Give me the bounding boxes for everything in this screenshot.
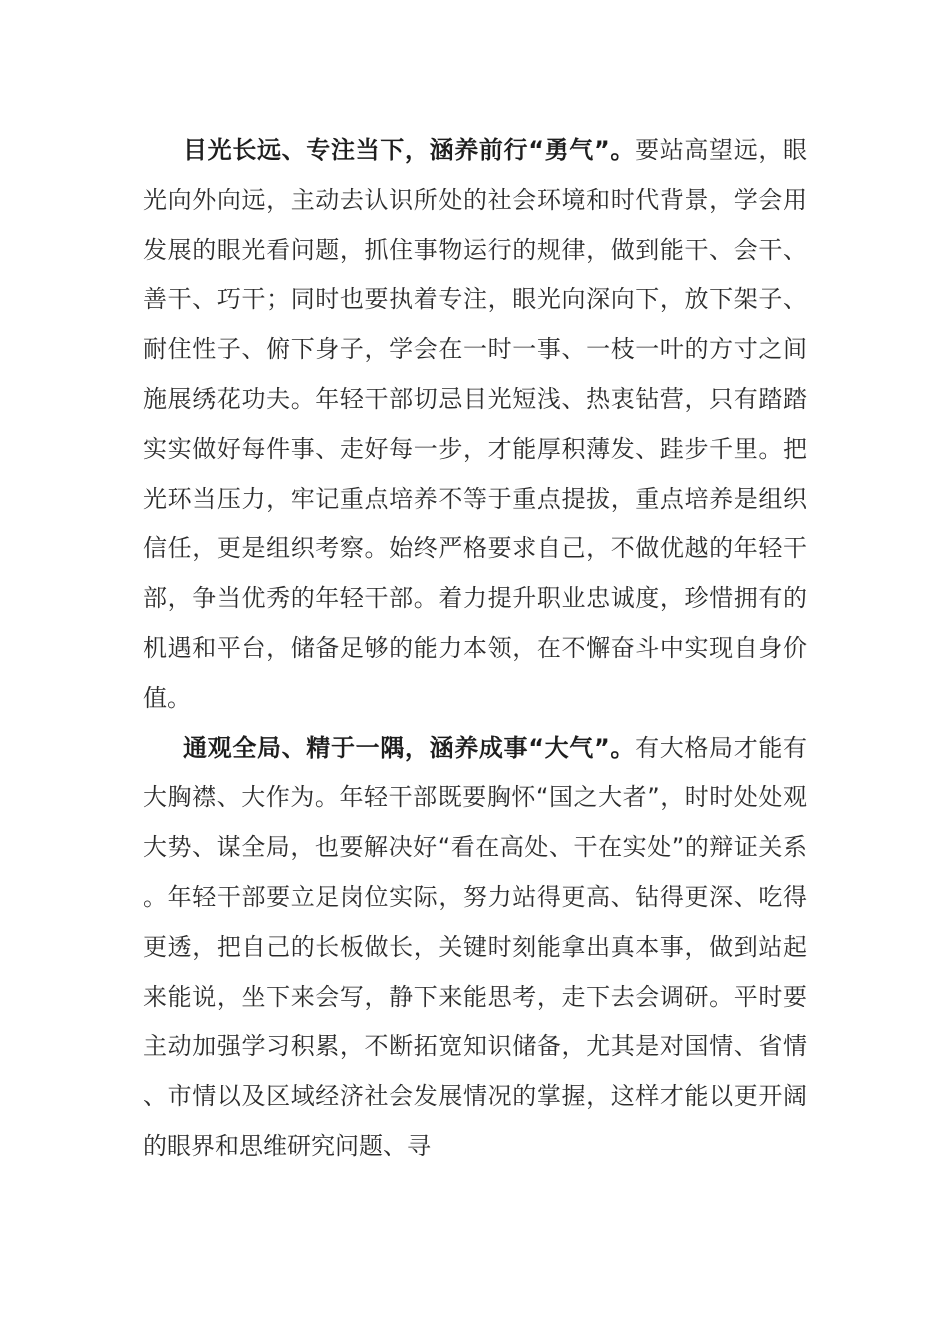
document-body bbox=[143, 126, 807, 1172]
paragraph-1 bbox=[143, 126, 807, 724]
paragraph-2-lead: 通观全局、精于一隅，涵养成事“大气”。 bbox=[183, 733, 636, 762]
paragraph-1-body: 要站高望远，眼光向外向远，主动去认识所处的社会环境和时代背景，学会用发展的眼光看问题，抓住事物运行的规律，做到能干、会干、善干、巧干；同时也要执着专注，眼光向深向下，放下架子、耐住性子、俯下身子，学会在一时一事、一枝一叶的方寸之间施展绣花功夫。年轻干部切忌目光短浅、热衷钻营，只有踏踏实实做好每件事、走好每一步，才能厚积薄发、跬步千里。把光环当压力，牢记重点培养不等于重点提拔，重点培养是组织信任，更是组织考察。始终严格要求自己，不做优越的年轻干部，争当优秀的年轻干部。着力提升职业忠诚度，珍惜拥有的机遇和平台，储备足够的能力本领，在不懈奋斗中实现自身价值。 bbox=[143, 136, 808, 712]
paragraph-1-lead: 目光长远、专注当下，涵养前行“勇气”。 bbox=[183, 136, 636, 164]
paragraph-2-body: 有大格局才能有大胸襟、大作为。年轻干部既要胸怀“国之大者”，时时处处观大势、谋全局，也要解决好“看在高处、干在实处”的辩证关系。年轻干部要立足岗位实际，努力站得更高、钻得更深、吃得更透，把自己的长板做长，关键时刻能拿出真本事，做到站起来能说，坐下来会写，静下来能思考，走下去会调研。平时要主动加强学习积累，不断拓宽知识储备，尤其是对国情、省情、市情以及区域经济社会发展情况的掌握，这样才能以更开阔的眼界和思维研究问题、寻 bbox=[143, 733, 808, 1160]
paragraph-2 bbox=[143, 724, 807, 1172]
